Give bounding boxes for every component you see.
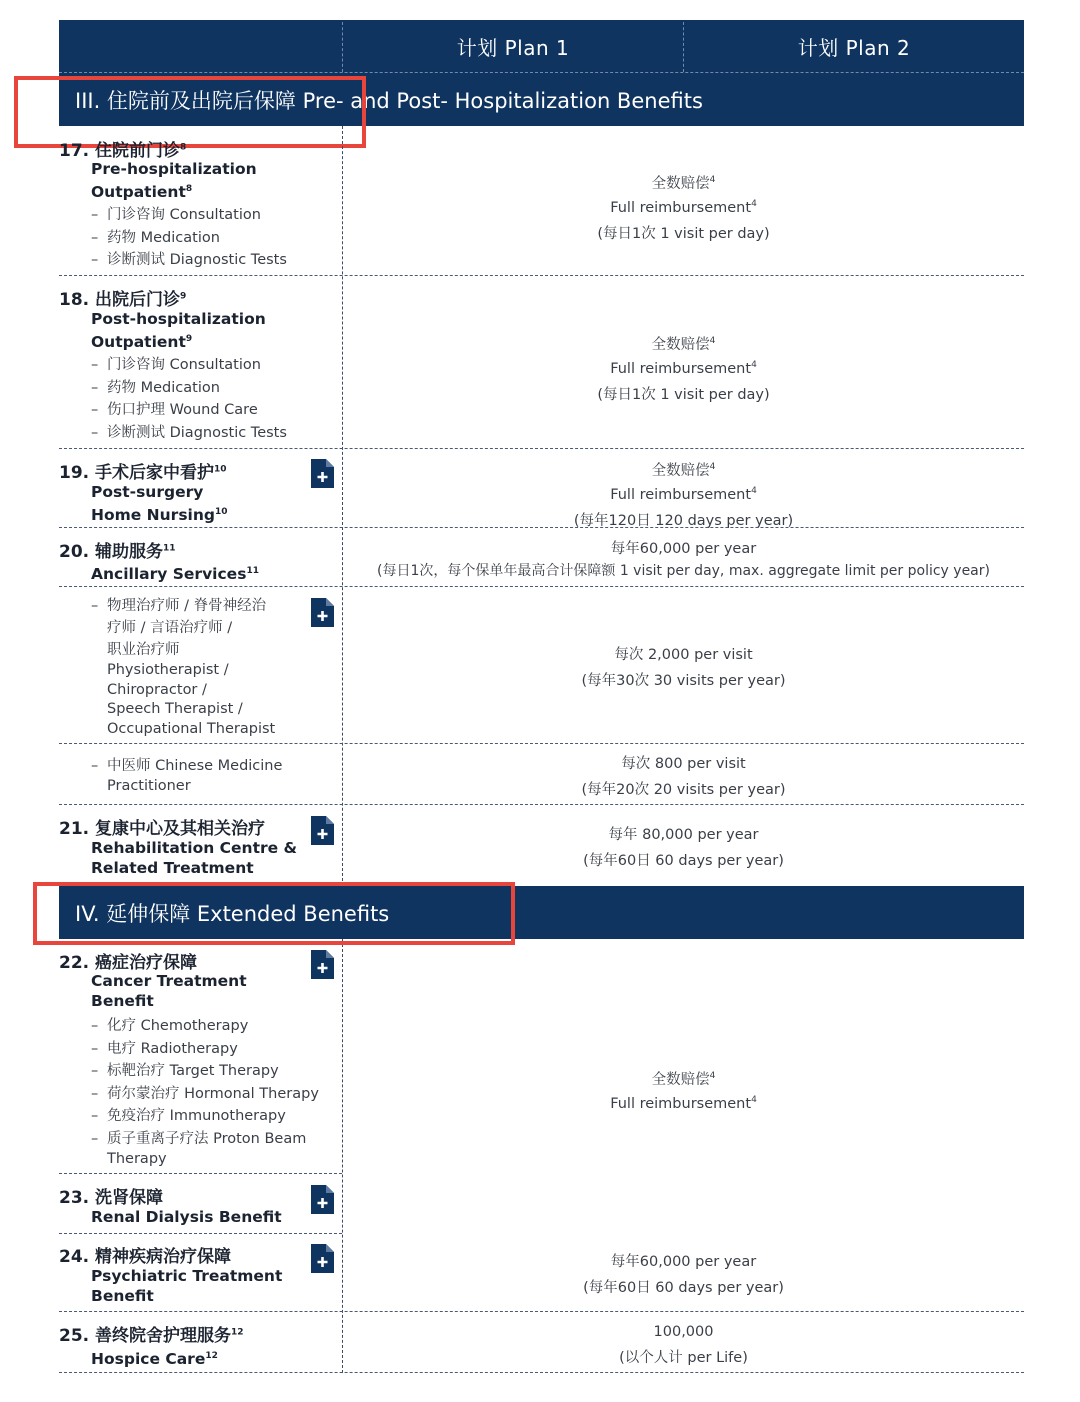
document-plus-icon[interactable] bbox=[311, 816, 334, 845]
row-20a-items: – 物理治疗师 / 脊骨神经治 疗师 / 言语治疗师 / 职业治疗师 Physiotherapist / Chiropractor / Speech Therapist / Occupational Therapist bbox=[91, 595, 275, 739]
row-22-items: – 化疗 Chemotherapy – 电疗 Radiotherapy – 标靶治疗 Target Therapy – 荷尔蒙治疗 Hormonal Therapy – 免疫治疗 Immunotherapy – 质子重离子疗法 Proton Beam Therapy bbox=[91, 1015, 319, 1169]
document-plus-icon[interactable] bbox=[311, 1244, 334, 1273]
row-divider bbox=[59, 1233, 342, 1234]
row-divider bbox=[59, 1372, 1024, 1373]
row-19-title: 19. 手术后家中看护$^{10}$ bbox=[59, 463, 227, 483]
row-18-items bbox=[91, 354, 287, 444]
row-18-en-title: Post-hospitalization Outpatient$^9$ bbox=[91, 310, 266, 352]
list-item: – 药物 Medication bbox=[91, 229, 220, 246]
row-18-title: 18. 出院后门诊$^9$ bbox=[59, 290, 187, 310]
highlight-box bbox=[33, 882, 515, 945]
row-18-value: 全数赔偿$^4$ Full reimbursement$^4$ (每日1次 1 visit per day) bbox=[597, 336, 770, 403]
plan1-header: 计划 Plan 1 bbox=[456, 36, 570, 60]
row-19-en-title: Post-surgery Home Nursing$^{10}$ bbox=[91, 483, 228, 525]
row-divider bbox=[59, 1311, 1024, 1312]
row-20b-value: 每次 800 per visit (每年20次 20 visits per year) bbox=[581, 756, 786, 798]
row-divider bbox=[59, 804, 1024, 805]
row-divider bbox=[59, 275, 1024, 276]
row-22-value: 全数赔偿$^4$ Full reimbursement$^4$ bbox=[610, 1071, 757, 1112]
row-20-en-title: Ancillary Services$^{11}$ bbox=[91, 565, 259, 584]
list-item: – 质子重离子疗法 Proton Beam bbox=[91, 1130, 307, 1147]
row-20b-items: – 中医师 Chinese Medicine Practitioner bbox=[91, 758, 283, 794]
list-item: – 药物 Medication bbox=[91, 379, 220, 396]
row-24-en-title: Psychiatric Treatment Benefit bbox=[91, 1267, 283, 1305]
row-divider bbox=[59, 527, 1024, 528]
list-item: – 中医师 Chinese Medicine bbox=[91, 758, 283, 774]
row-17-title: 17. 住院前门诊$^8$ bbox=[59, 141, 187, 161]
row-21-value: 每年 80,000 per year (每年60日 60 days per year) bbox=[583, 827, 784, 869]
list-item: – 诊断测试 Diagnostic Tests bbox=[91, 252, 287, 268]
document-plus-icon[interactable] bbox=[311, 459, 334, 488]
section-iii-heading: III. 住院前及出院后保障 Pre- and Post- Hospitalization Benefits bbox=[59, 73, 1024, 126]
list-item: – 电疗 Radiotherapy bbox=[91, 1040, 238, 1057]
row-divider bbox=[59, 743, 1024, 744]
row-24-title: 24. 精神疾病治疗保障 bbox=[59, 1247, 232, 1267]
row-23-en-title: Renal Dialysis Benefit bbox=[91, 1208, 282, 1226]
row-20a-value: 每次 2,000 per visit (每年30次 30 visits per year) bbox=[581, 647, 786, 689]
row-24-value: 每年60,000 per year (每年60日 60 days per year) bbox=[583, 1254, 784, 1296]
list-item: – 门诊咨询 Consultation bbox=[91, 357, 261, 373]
row-17-value: 全数赔偿$^4$ Full reimbursement$^4$ (每日1次 1 visit per day) bbox=[597, 175, 770, 242]
list-item: – 化疗 Chemotherapy bbox=[91, 1018, 249, 1034]
list-item: – 诊断测试 Diagnostic Tests bbox=[91, 424, 287, 441]
row-17-en-title: Pre-hospitalization Outpatient$^8$ bbox=[91, 160, 257, 202]
row-20-value: 每年60,000 per year (每日1次，每个保单年最高合计保障额 1 visit per day, max. aggregate limit per policy year) bbox=[377, 541, 990, 579]
plan2-header: 计划 Plan 2 bbox=[797, 36, 911, 60]
document-plus-icon[interactable] bbox=[311, 1185, 334, 1214]
row-divider bbox=[59, 1173, 342, 1174]
list-item: – 门诊咨询 Consultation bbox=[91, 207, 261, 223]
row-25-title: 25. 善终院舍护理服务$^{12}$ bbox=[59, 1326, 244, 1346]
list-item: – 伤口护理 Wound Care bbox=[91, 402, 258, 418]
column-divider bbox=[342, 939, 343, 1373]
row-22-title: 22. 癌症治疗保障 bbox=[59, 953, 198, 973]
row-23-title: 23. 洗肾保障 bbox=[59, 1188, 164, 1208]
section-iv-heading: IV. 延伸保障 Extended Benefits bbox=[59, 886, 1024, 939]
list-item: – 标靶治疗 Target Therapy bbox=[91, 1063, 279, 1079]
list-item: – 免疫治疗 Immunotherapy bbox=[91, 1108, 286, 1124]
row-19-value: 全数赔偿$^4$ Full reimbursement$^4$ (每年120日 120 days per year) bbox=[573, 462, 794, 529]
list-item: – 物理治疗师 / 脊骨神经治 bbox=[91, 598, 267, 614]
row-divider bbox=[59, 586, 1024, 587]
row-21-title: 21. 复康中心及其相关治疗 bbox=[59, 819, 266, 839]
list-item: – 荷尔蒙治疗 Hormonal Therapy bbox=[91, 1085, 319, 1102]
row-20-title: 20. 辅助服务$^{11}$ bbox=[59, 542, 176, 562]
row-25-value: 100,000 (以个人计 per Life) bbox=[619, 1324, 748, 1366]
document-plus-icon[interactable] bbox=[311, 598, 334, 627]
row-25-en-title: Hospice Care$^{12}$ bbox=[91, 1350, 218, 1369]
document-plus-icon[interactable] bbox=[311, 950, 334, 979]
row-22-en-title: Cancer Treatment Benefit bbox=[91, 972, 247, 1010]
row-divider bbox=[59, 448, 1024, 449]
row-21-en-title: Rehabilitation Centre & Related Treatment bbox=[91, 839, 298, 877]
row-17-items bbox=[91, 204, 287, 272]
